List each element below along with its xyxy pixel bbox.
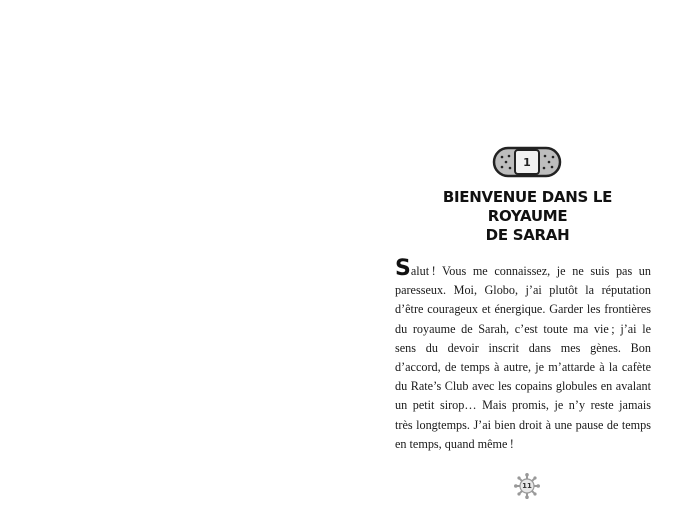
paragraph-text: alut ! Vous me connaissez, je ne suis pas un paresseux. Moi, Globo, j’ai plutôt la réputation d’être courageux et énergique. Garder les frontières du royaume de Sarah, c’est toute ma vie ; j’ai le sens du devoir inscrit dans mes gènes. Bon d’accord, de temps à autre, je m’attarde à la cafète du Rate’s Club avec les copains globules en avalant un petit sirop… Mais promis, je n’y reste jamais très longtemps. J’ai bien droit à une pause de temps en temps, quand même ! bbox=[395, 264, 651, 451]
chapter-number: 1 bbox=[523, 155, 531, 169]
body-paragraph bbox=[395, 256, 651, 454]
page-number: 11 bbox=[522, 482, 532, 490]
chapter-title-line-1: BIENVENUE DANS LE ROYAUME bbox=[442, 188, 613, 225]
right-page bbox=[350, 0, 700, 525]
drop-cap: S bbox=[395, 256, 411, 281]
virus-icon bbox=[514, 473, 540, 499]
bandage-icon bbox=[492, 145, 562, 179]
chapter-title bbox=[420, 188, 635, 245]
chapter-title-line-2: DE SARAH bbox=[485, 226, 570, 244]
